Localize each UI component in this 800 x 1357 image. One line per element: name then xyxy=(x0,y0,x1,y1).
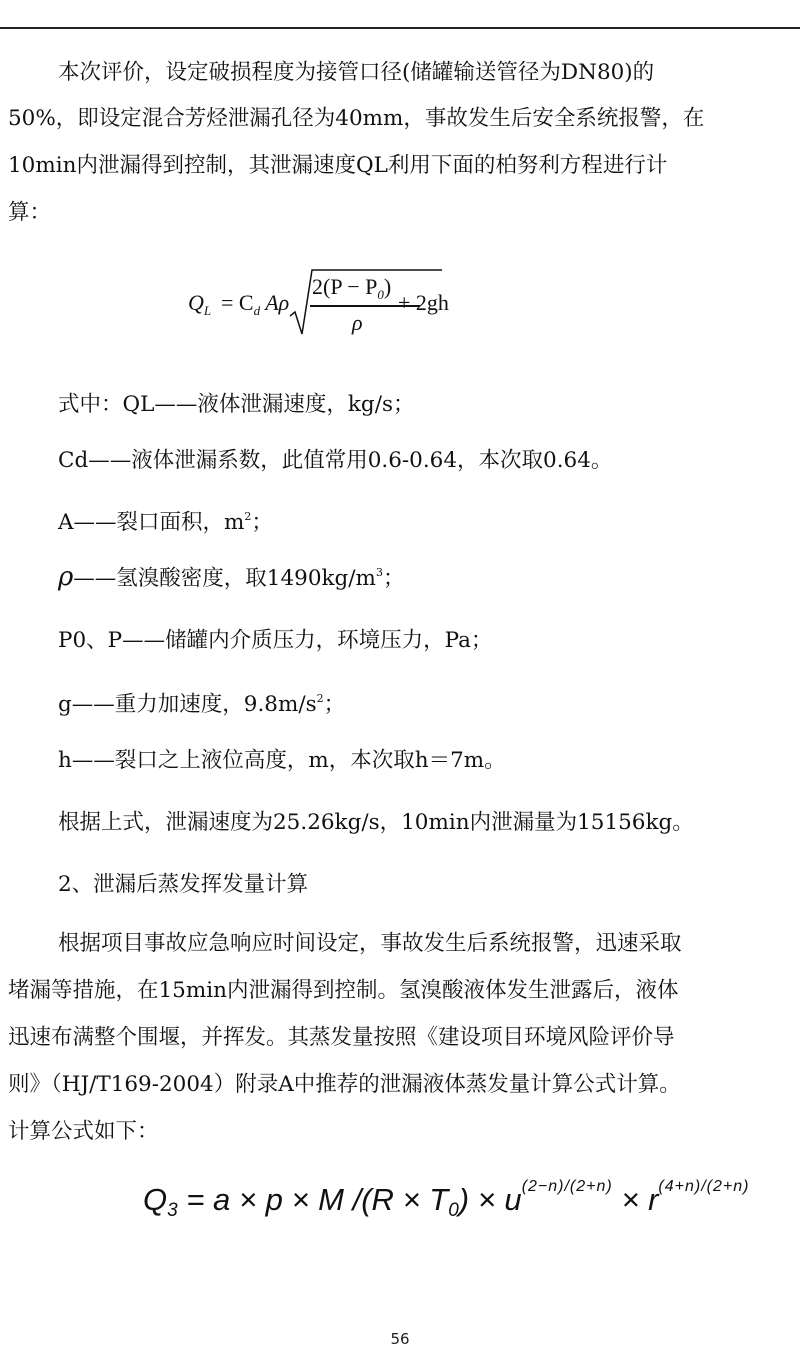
result-line: 根据上式，泄漏速度为25.26kg/s，10min内泄漏量为15156kg。 xyxy=(58,810,694,835)
definition-ql: 式中：QL——液体泄漏速度，kg/s； xyxy=(58,392,415,417)
fraction-numerator: $2(P - P_0)$ xyxy=(312,274,392,302)
formula-plus-term: + 2gh xyxy=(398,290,449,315)
definition-a: A——裂口面积，$m^2$； xyxy=(58,510,273,535)
definition-g: g——重力加速度，$9.8m/s^2$； xyxy=(58,692,346,717)
header-rule xyxy=(0,27,800,29)
paragraph-line: 计算公式如下： xyxy=(8,1119,159,1144)
paragraph-line: 则》（HJ/T169-2004）附录A中推荐的泄漏液体蒸发量计算公式计算。 xyxy=(8,1072,681,1097)
definition-rho: ρ——氢溴酸密度，取$1490kg/m^3$； xyxy=(58,562,405,592)
paragraph-line: 算： xyxy=(8,200,52,225)
paragraph-line: 本次评价，设定破损程度为接管口径(储罐输送管径为DN80)的 xyxy=(58,60,655,85)
definition-h: h——裂口之上液位高度，m，本次取h＝7m。 xyxy=(58,748,506,773)
paragraph-line: 迅速布满整个围堰，并挥发。其蒸发量按照《建设项目环境风险评价导 xyxy=(8,1025,675,1050)
formula-lhs: $Q_L$ xyxy=(188,290,212,318)
paragraph-line: 根据项目事故应急响应时间设定，事故发生后系统报警，迅速采取 xyxy=(58,931,682,956)
definition-cd: Cd——液体泄漏系数，此值常用0.6-0.64，本次取0.64。 xyxy=(58,448,613,473)
paragraph-line: 50%，即设定混合芳烃泄漏孔径为40mm，事故发生后安全系统报警，在 xyxy=(8,106,705,131)
paragraph-line: 堵漏等措施，在15min内泄漏得到控制。氢溴酸液体发生泄露后，液体 xyxy=(8,978,679,1003)
definition-p: P0、P——储罐内介质压力，环境压力，Pa； xyxy=(58,628,493,653)
paragraph-line: 10min内泄漏得到控制，其泄漏速度QL利用下面的柏努利方程进行计 xyxy=(8,153,668,178)
fraction-denominator: ρ xyxy=(352,310,363,335)
page-number: 56 xyxy=(390,1330,410,1348)
formula-cd: = $C_d$ Aρ xyxy=(221,290,290,318)
section-heading: 2、泄漏后蒸发挥发量计算 xyxy=(58,872,309,897)
evaporation-formula: $Q_3 = a \times p \times M$ $/(R \times T_0) \times u^{(2-n)/(2+n)} \times r^{(4+n)/(2+n)}$ xyxy=(143,1178,750,1221)
